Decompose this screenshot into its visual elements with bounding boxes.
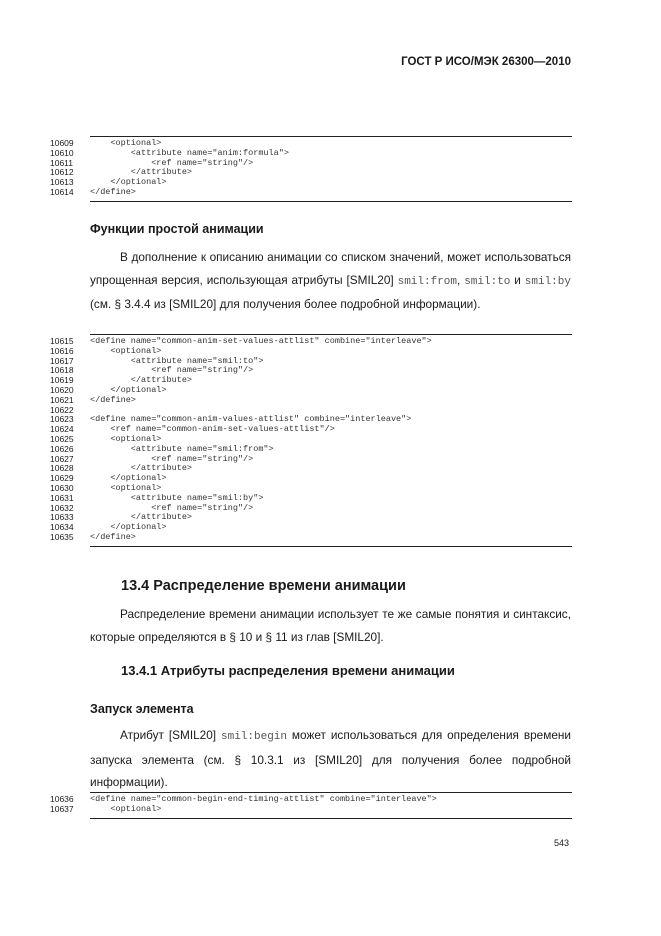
paragraph-section: Распределение времени анимации использует те же самые понятия и синтаксис, которые определяются в § 10 и § 11 из глав [SMIL20]. — [90, 607, 571, 644]
code-text: <define name="common-begin-end-timing-attlist" combine="interleave"> — [90, 794, 437, 804]
line-number: 10630 — [50, 482, 74, 493]
code-text: <ref name="string"/> — [90, 157, 254, 168]
code-text: </define> — [90, 186, 136, 197]
document-header: ГОСТ Р ИСО/МЭК 26300—2010 — [401, 56, 571, 68]
code-text: <ref name="string"/> — [90, 453, 254, 464]
code-text: <optional> — [90, 138, 162, 148]
line-number: 10626 — [50, 443, 74, 454]
code-rule-top — [90, 334, 572, 335]
code-rule-bottom — [90, 546, 572, 547]
code-text: </define> — [90, 531, 136, 542]
code-line — [50, 396, 572, 406]
heading-element-start: Запуск элемента — [90, 702, 194, 716]
page-number: 543 — [554, 838, 570, 848]
line-number: 10623 — [50, 414, 74, 425]
line-number: 10636 — [50, 794, 74, 804]
line-number: 10637 — [50, 803, 74, 814]
line-number: 10610 — [50, 147, 74, 158]
line-number: 10620 — [50, 384, 74, 395]
line-number: 10613 — [50, 177, 74, 188]
code-text: <optional> — [90, 433, 162, 444]
line-number: 10632 — [50, 502, 74, 513]
line-number: 10624 — [50, 424, 74, 435]
line-number: 10635 — [50, 531, 74, 542]
line-number: 10612 — [50, 167, 74, 178]
code-block-1 — [50, 136, 572, 202]
heading-simple-animation: Функции простой анимации — [90, 222, 264, 236]
code-rule-top — [90, 792, 572, 793]
line-number: 10627 — [50, 453, 74, 464]
line-number: 10615 — [50, 336, 74, 346]
line-number: 10622 — [50, 404, 74, 415]
line-number: 10633 — [50, 512, 74, 523]
line-number: 10625 — [50, 433, 74, 444]
section-heading: 13.4 Распределение времени анимации — [121, 578, 406, 594]
code-text: <optional> — [90, 803, 162, 814]
code-text: <ref name="string"/> — [90, 502, 254, 513]
line-number: 10617 — [50, 355, 74, 366]
code-text: <attribute name="smil:by"> — [90, 492, 264, 503]
line-number: 10609 — [50, 138, 74, 148]
code-text: </optional> — [90, 384, 167, 395]
code-text: </attribute> — [90, 375, 193, 386]
code-rule-bottom — [90, 818, 572, 819]
code-text: <define name="common-anim-set-values-attlist" combine="interleave"> — [90, 336, 432, 346]
paragraph-simple-animation: В дополнение к описанию анимации со списком значений, может использоваться упрощенная версия, использующая атрибуты [SMIL20] smil:from, smil:to и smil:by (см. § 3.4.4 из [SMIL20] для получения более подробной информации). — [90, 250, 571, 312]
line-number: 10616 — [50, 345, 74, 356]
line-number: 10631 — [50, 492, 74, 503]
code-text: </optional> — [90, 473, 167, 484]
code-line — [50, 188, 572, 198]
line-number: 10618 — [50, 365, 74, 376]
code-text: </optional> — [90, 522, 167, 533]
code-text: <ref name="string"/> — [90, 365, 254, 376]
code-line — [50, 533, 572, 543]
code-text: <attribute name="smil:from"> — [90, 443, 274, 454]
line-number: 10634 — [50, 522, 74, 533]
code-block-3 — [50, 792, 572, 819]
code-rule-top — [90, 136, 572, 137]
line-number: 10619 — [50, 375, 74, 386]
code-text: <attribute name="anim:formula"> — [90, 147, 289, 158]
code-text: </attribute> — [90, 167, 193, 178]
code-text: <ref name="common-anim-set-values-attlist"/> — [90, 424, 335, 435]
code-text: </attribute> — [90, 463, 193, 474]
line-number: 10628 — [50, 463, 74, 474]
code-text: </attribute> — [90, 512, 193, 523]
code-text: </define> — [90, 394, 136, 405]
subsection-heading: 13.4.1 Атрибуты распределения времени анимации — [121, 663, 455, 678]
code-block-2 — [50, 334, 572, 547]
code-text: <optional> — [90, 345, 162, 356]
code-text: <define name="common-anim-values-attlist" combine="interleave"> — [90, 414, 412, 425]
line-number: 10614 — [50, 186, 74, 197]
code-rule-bottom — [90, 201, 572, 202]
line-number: 10611 — [50, 157, 74, 168]
code-line — [50, 805, 572, 815]
line-number: 10621 — [50, 394, 74, 405]
line-number: 10629 — [50, 473, 74, 484]
paragraph-element-start: Атрибут [SMIL20] smil:begin может использоваться для определения времени запуска элемента (см. § 10.3.1 из [SMIL20] для получения более подробной информации). — [90, 728, 572, 790]
code-text: </optional> — [90, 177, 167, 188]
code-text: <attribute name="smil:to"> — [90, 355, 264, 366]
code-text: <optional> — [90, 482, 162, 493]
